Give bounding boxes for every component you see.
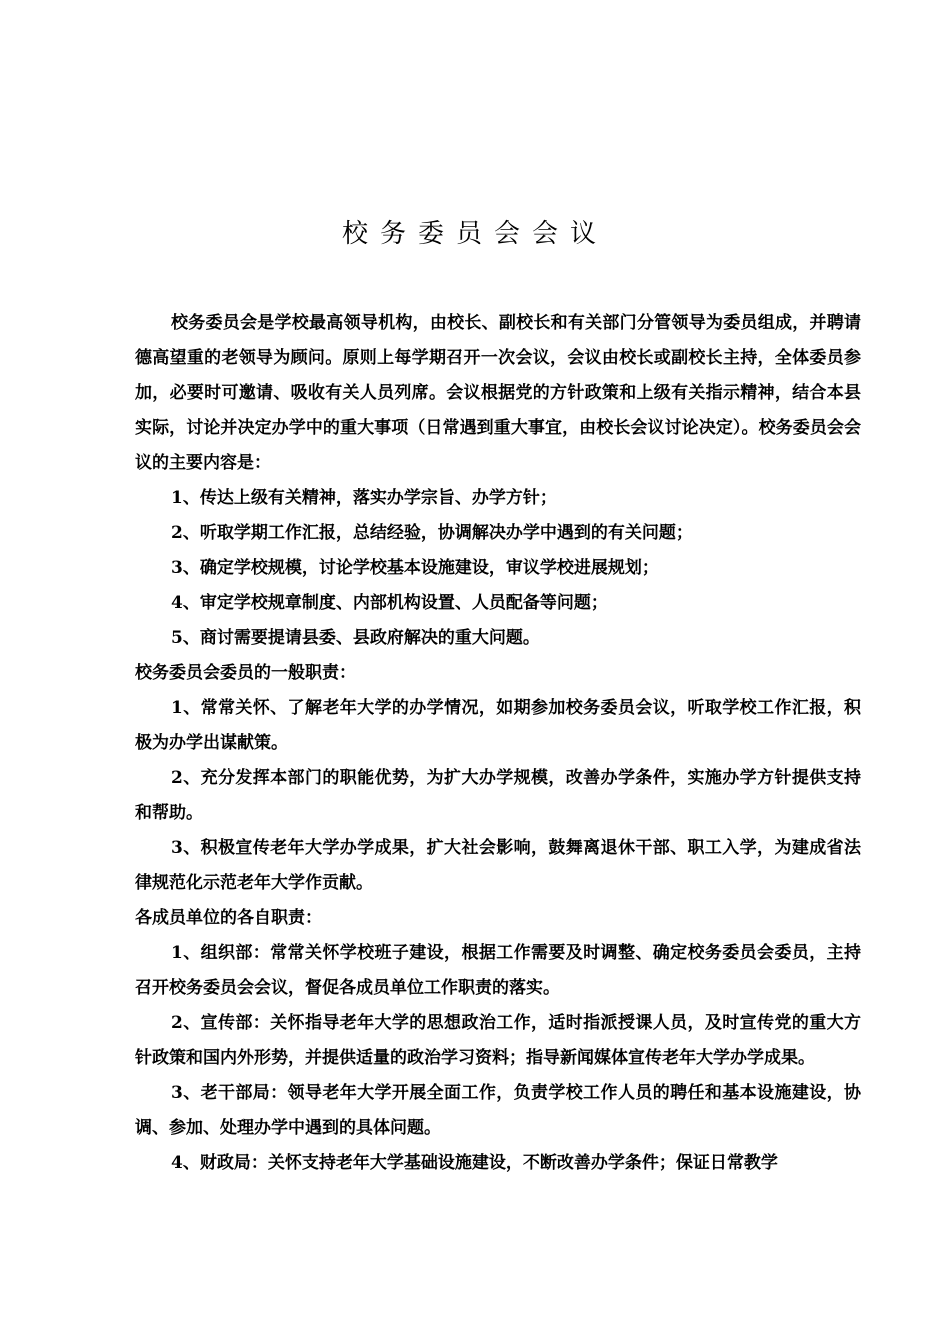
meeting-item: 2、听取学期工作汇报，总结经验，协调解决办学中遇到的有关问题； <box>171 523 693 543</box>
member-duty-item: 2、充分发挥本部门的职能优势，为扩大办学规模，改善办学条件，实施办学方针提供支持和帮助。 <box>135 768 861 823</box>
unit-duty-item: 2、宣传部：关怀指导老年大学的思想政治工作，适时指派授课人员，及时宣传党的重大方针政策和国内外形势，并提供适量的政治学习资料；指导新闻媒体宣传老年大学办学成果。 <box>135 1013 861 1068</box>
unit-duty-item: 4、财政局：关怀支持老年大学基础设施建设，不断改善办学条件；保证日常教学 <box>171 1153 778 1173</box>
meeting-item: 4、审定学校规章制度、内部机构设置、人员配备等问题； <box>171 593 608 613</box>
unit-duty-item: 1、组织部：常常关怀学校班子建设，根据工作需要及时调整、确定校务委员会委员，主持召开校务委员会会议，督促各成员单位工作职责的落实。 <box>135 943 861 998</box>
member-duties-heading: 校务委员会委员的一般职责： <box>135 663 356 683</box>
intro-paragraph: 校务委员会是学校最高领导机构，由校长、副校长和有关部门分管领导为委员组成，并聘请德高望重的老领导为顾问。原则上每学期召开一次会议，会议由校长或副校长主持，全体委员参加，必要时可邀请、吸收有关人员列席。会议根据党的方针政策和上级有关指示精神，结合本县实际，讨论并决定办学中的重大事项（日常遇到重大事宜，由校长会议讨论决定）。校务委员会会议的主要内容是： <box>135 313 861 473</box>
member-duty-item: 1、常常关怀、了解老年大学的办学情况，如期参加校务委员会议，听取学校工作汇报，积极为办学出谋献策。 <box>135 698 861 753</box>
document-title: 校务委员会会议 <box>341 219 608 249</box>
document-body <box>135 306 861 1181</box>
unit-duties-heading: 各成员单位的各自职责： <box>135 908 322 928</box>
meeting-item: 1、传达上级有关精神，落实办学宗旨、办学方针； <box>171 488 557 508</box>
meeting-item: 5、商讨需要提请县委、县政府解决的重大问题。 <box>171 628 540 648</box>
member-duty-item: 3、积极宣传老年大学办学成果，扩大社会影响，鼓舞离退休干部、职工入学，为建成省法律规范化示范老年大学作贡献。 <box>135 838 861 893</box>
unit-duty-item: 3、老干部局：领导老年大学开展全面工作，负责学校工作人员的聘任和基本设施建设，协调、参加、处理办学中遇到的具体问题。 <box>135 1083 861 1138</box>
meeting-item: 3、确定学校规模，讨论学校基本设施建设，审议学校进展规划； <box>171 558 659 578</box>
